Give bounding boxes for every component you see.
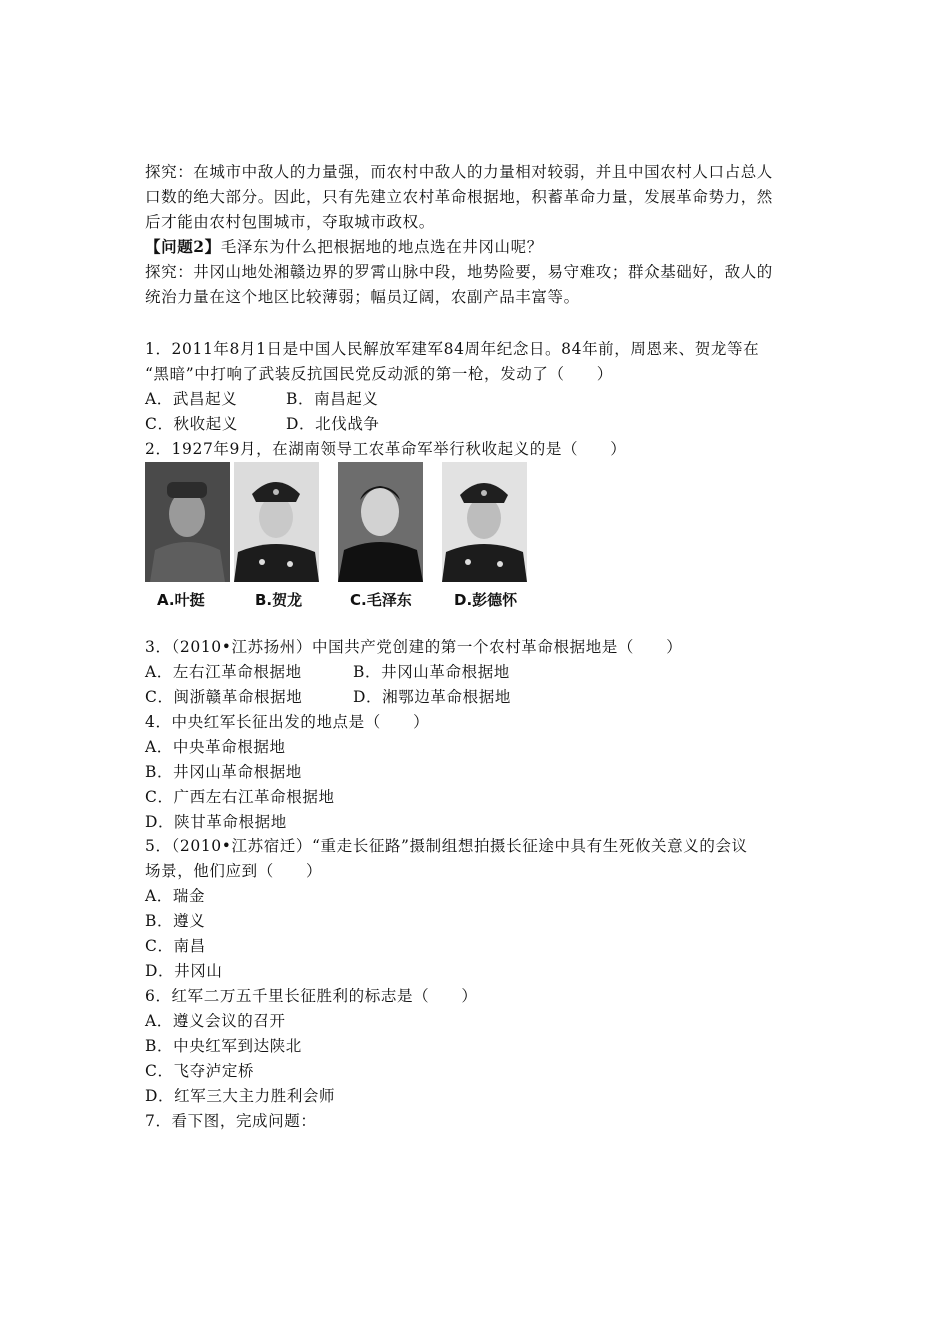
- intro-line-1: 探究：在城市中敌人的力量强，而农村中敌人的力量相对较弱，并且中国农村人口占总人: [145, 163, 773, 181]
- q2-stem: 2．1927年9月，在湖南领导工农革命军举行秋收起义的是（ ）: [145, 440, 627, 458]
- q7-stem: 7．看下图，完成问题：: [145, 1112, 317, 1130]
- caption-a: A.叶挺: [157, 591, 205, 609]
- q1-stem-2: “黑暗”中打响了武装反抗国民党反动派的第一枪，发动了（ ）: [145, 365, 613, 383]
- q1-option-d: D．北伐战争: [286, 415, 380, 433]
- intro-line-3: 后才能由农村包围城市，夺取城市政权。: [145, 213, 435, 231]
- q4-option-b: B．井冈山革命根据地: [145, 763, 302, 781]
- q3-option-c: C．闽浙赣革命根据地: [145, 688, 303, 706]
- q5-option-d: D．井冈山: [145, 962, 223, 980]
- caption-c: C.毛泽东: [350, 591, 412, 609]
- q1-stem-1: 1．2011年8月1日是中国人民解放军建军84周年纪念日。84年前，周恩来、贺龙等在: [145, 340, 760, 358]
- q4-stem: 4．中央红军长征出发的地点是（ ）: [145, 713, 430, 731]
- q3-option-b: B．井冈山革命根据地: [353, 663, 510, 681]
- q5-option-b: B．遵义: [145, 912, 206, 930]
- portrait-he-long: [234, 462, 319, 582]
- q6-option-a: A．遵义会议的召开: [145, 1012, 286, 1030]
- q5-option-a: A．瑞金: [145, 887, 206, 905]
- q1-option-b: B．南昌起义: [286, 390, 379, 408]
- q1-option-a: A．武昌起义: [145, 390, 238, 408]
- question-2-heading: [145, 237, 543, 257]
- intro-line-6: 统治力量在这个地区比较薄弱；幅员辽阔，农副产品丰富等。: [145, 288, 580, 306]
- caption-d: D.彭德怀: [454, 591, 518, 609]
- portrait-ye-ting: [145, 462, 230, 582]
- q4-option-c: C．广西左右江革命根据地: [145, 788, 335, 806]
- question-2-tag: 【问题2】: [145, 237, 221, 256]
- portrait-peng-dehuai: [442, 462, 527, 582]
- question-2-text: 毛泽东为什么把根据地的地点选在井冈山呢？: [220, 238, 543, 256]
- q4-option-d: D．陕甘革命根据地: [145, 813, 287, 831]
- q3-option-d: D．湘鄂边革命根据地: [353, 688, 511, 706]
- q6-option-c: C．飞夺泸定桥: [145, 1062, 255, 1080]
- portrait-gallery: [145, 462, 540, 612]
- q1-option-c: C．秋收起义: [145, 415, 238, 433]
- q6-option-b: B．中央红军到达陕北: [145, 1037, 302, 1055]
- q6-option-d: D．红军三大主力胜利会师: [145, 1087, 336, 1105]
- intro-line-2: 口数的绝大部分。因此，只有先建立农村革命根据地，积蓄革命力量，发展革命势力，然: [145, 188, 773, 206]
- q5-stem-2: 场景，他们应到（ ）: [145, 862, 323, 880]
- q3-stem: 3．（2010•江苏扬州）中国共产党创建的第一个农村革命根据地是（ ）: [145, 638, 683, 656]
- q3-option-a: A．左右江革命根据地: [145, 663, 302, 681]
- q5-stem-1: 5．（2010•江苏宿迁）“重走长征路”摄制组想拍摄长征途中具有生死攸关意义的会议: [145, 837, 748, 855]
- q5-option-c: C．南昌: [145, 937, 206, 955]
- portrait-mao-zedong: [338, 462, 423, 582]
- caption-b: B.贺龙: [255, 591, 303, 609]
- q4-option-a: A．中央革命根据地: [145, 738, 286, 756]
- q6-stem: 6．红军二万五千里长征胜利的标志是（ ）: [145, 987, 478, 1005]
- intro-line-5: 探究：井冈山地处湘赣边界的罗霄山脉中段，地势险要，易守难攻；群众基础好，敌人的: [145, 263, 773, 281]
